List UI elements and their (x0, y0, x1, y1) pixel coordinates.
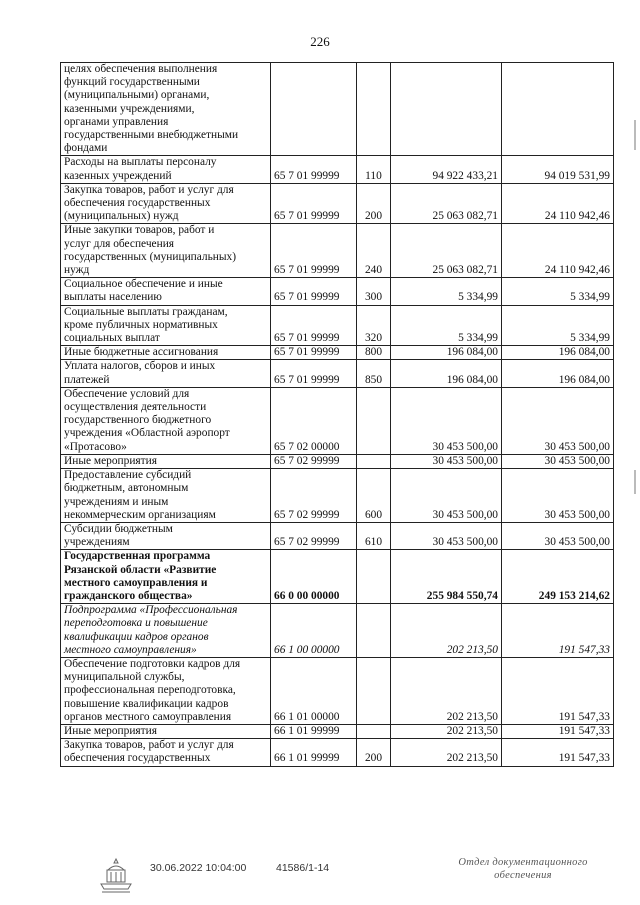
row-expense-type: 320 (357, 305, 391, 346)
table-row (61, 360, 614, 387)
row-expense-type: 300 (357, 278, 391, 305)
row-name: Подпрограмма «Профессиональная переподготовка и повышение квалификации кадров органов местного самоуправления» (61, 604, 271, 658)
row-amount-first: 5 334,99 (391, 278, 502, 305)
table-row (61, 739, 614, 766)
table-row (61, 454, 614, 468)
row-amount-first: 202 213,50 (391, 657, 502, 724)
row-name: Обеспечение подготовки кадров для муниципальной службы, профессиональная переподготовка, повышение квалификации кадров органов местного самоуправления (61, 657, 271, 724)
row-expense-type (357, 657, 391, 724)
row-expense-type (357, 454, 391, 468)
row-code: 65 7 02 99999 (271, 469, 357, 523)
row-code: 65 7 01 99999 (271, 305, 357, 346)
table-row (61, 183, 614, 224)
row-expense-type: 200 (357, 739, 391, 766)
table-row (61, 550, 614, 604)
table-row (61, 63, 614, 156)
row-name: Обеспечение условий для осуществления деятельности государственного бюджетного учреждения «Областной аэропорт «Протасово» (61, 387, 271, 454)
row-expense-type (357, 724, 391, 738)
row-expense-type: 240 (357, 224, 391, 278)
row-expense-type: 610 (357, 522, 391, 549)
budget-table-body (61, 63, 614, 767)
footer-datetime: 30.06.2022 10:04:00 (150, 862, 247, 874)
row-amount-first (391, 63, 502, 156)
row-amount-second: 5 334,99 (502, 278, 614, 305)
row-amount-second: 24 110 942,46 (502, 224, 614, 278)
row-amount-first: 202 213,50 (391, 604, 502, 658)
row-name: Закупка товаров, работ и услуг для обеспечения государственных (61, 739, 271, 766)
table-row (61, 604, 614, 658)
row-code: 65 7 02 00000 (271, 387, 357, 454)
row-code: 65 7 01 99999 (271, 360, 357, 387)
row-amount-second: 94 019 531,99 (502, 156, 614, 183)
row-amount-second: 30 453 500,00 (502, 522, 614, 549)
row-code: 66 0 00 00000 (271, 550, 357, 604)
row-name: Иные закупки товаров, работ и услуг для обеспечения государственных (муниципальных) нужд (61, 224, 271, 278)
row-name: Расходы на выплаты персоналу казенных учреждений (61, 156, 271, 183)
row-name: Социальные выплаты гражданам, кроме публичных нормативных социальных выплат (61, 305, 271, 346)
row-expense-type: 800 (357, 346, 391, 360)
row-amount-second: 191 547,33 (502, 657, 614, 724)
row-code: 66 1 00 00000 (271, 604, 357, 658)
row-expense-type (357, 604, 391, 658)
row-expense-type: 110 (357, 156, 391, 183)
row-name: Закупка товаров, работ и услуг для обеспечения государственных (муниципальных) нужд (61, 183, 271, 224)
table-row (61, 224, 614, 278)
row-expense-type: 200 (357, 183, 391, 224)
row-name: Предоставление субсидий бюджетным, автономным учреждениям и иным некоммерческим организациям (61, 469, 271, 523)
footer-reference: 41586/1-14 (276, 862, 330, 874)
row-code: 66 1 01 99999 (271, 724, 357, 738)
row-code: 65 7 01 99999 (271, 183, 357, 224)
row-name: Государственная программа Рязанской области «Развитие местного самоуправления и гражданского общества» (61, 550, 271, 604)
row-amount-first: 196 084,00 (391, 360, 502, 387)
table-row (61, 522, 614, 549)
row-code: 65 7 02 99999 (271, 454, 357, 468)
scan-edge-mark (634, 470, 636, 494)
row-amount-second: 30 453 500,00 (502, 387, 614, 454)
row-expense-type (357, 550, 391, 604)
row-amount-second (502, 63, 614, 156)
page-number: 226 (310, 34, 330, 49)
row-name: Субсидии бюджетным учреждениям (61, 522, 271, 549)
row-amount-first: 94 922 433,21 (391, 156, 502, 183)
row-amount-second: 24 110 942,46 (502, 183, 614, 224)
row-amount-first: 5 334,99 (391, 305, 502, 346)
table-row (61, 278, 614, 305)
row-name: Иные мероприятия (61, 724, 271, 738)
table-row (61, 387, 614, 454)
budget-table (60, 62, 614, 767)
row-expense-type: 600 (357, 469, 391, 523)
row-code: 65 7 01 99999 (271, 346, 357, 360)
scan-edge-mark (634, 120, 636, 150)
row-amount-first: 25 063 082,71 (391, 224, 502, 278)
row-amount-second: 196 084,00 (502, 360, 614, 387)
row-amount-first: 196 084,00 (391, 346, 502, 360)
row-code: 65 7 02 99999 (271, 522, 357, 549)
row-expense-type: 850 (357, 360, 391, 387)
row-amount-second: 191 547,33 (502, 604, 614, 658)
row-amount-second: 196 084,00 (502, 346, 614, 360)
table-row (61, 305, 614, 346)
row-amount-first: 25 063 082,71 (391, 183, 502, 224)
table-row (61, 724, 614, 738)
row-code: 66 1 01 00000 (271, 657, 357, 724)
row-code (271, 63, 357, 156)
row-amount-second: 191 547,33 (502, 739, 614, 766)
row-amount-first: 30 453 500,00 (391, 522, 502, 549)
row-amount-second: 30 453 500,00 (502, 454, 614, 468)
row-code: 66 1 01 99999 (271, 739, 357, 766)
row-name: целях обеспечения выполнения функций государственными (муниципальными) органами, казенными учреждениями, органами управления государственными внебюджетными фондами (61, 63, 271, 156)
row-amount-second: 191 547,33 (502, 724, 614, 738)
row-expense-type (357, 387, 391, 454)
row-amount-first: 30 453 500,00 (391, 454, 502, 468)
row-amount-second: 30 453 500,00 (502, 469, 614, 523)
row-amount-first: 30 453 500,00 (391, 387, 502, 454)
row-code: 65 7 01 99999 (271, 224, 357, 278)
row-amount-second: 5 334,99 (502, 305, 614, 346)
row-name: Иные мероприятия (61, 454, 271, 468)
table-row (61, 346, 614, 360)
row-name: Уплата налогов, сборов и иных платежей (61, 360, 271, 387)
row-amount-first: 255 984 550,74 (391, 550, 502, 604)
row-amount-first: 30 453 500,00 (391, 469, 502, 523)
row-expense-type (357, 63, 391, 156)
row-code: 65 7 01 99999 (271, 156, 357, 183)
footer-department: Отдел документационного обеспечения (458, 857, 588, 881)
table-row (61, 156, 614, 183)
row-code: 65 7 01 99999 (271, 278, 357, 305)
row-name: Иные бюджетные ассигнования (61, 346, 271, 360)
building-seal-icon (98, 856, 134, 896)
table-row (61, 657, 614, 724)
row-amount-second: 249 153 214,62 (502, 550, 614, 604)
row-name: Социальное обеспечение и иные выплаты населению (61, 278, 271, 305)
table-row (61, 469, 614, 523)
row-amount-first: 202 213,50 (391, 724, 502, 738)
row-amount-first: 202 213,50 (391, 739, 502, 766)
